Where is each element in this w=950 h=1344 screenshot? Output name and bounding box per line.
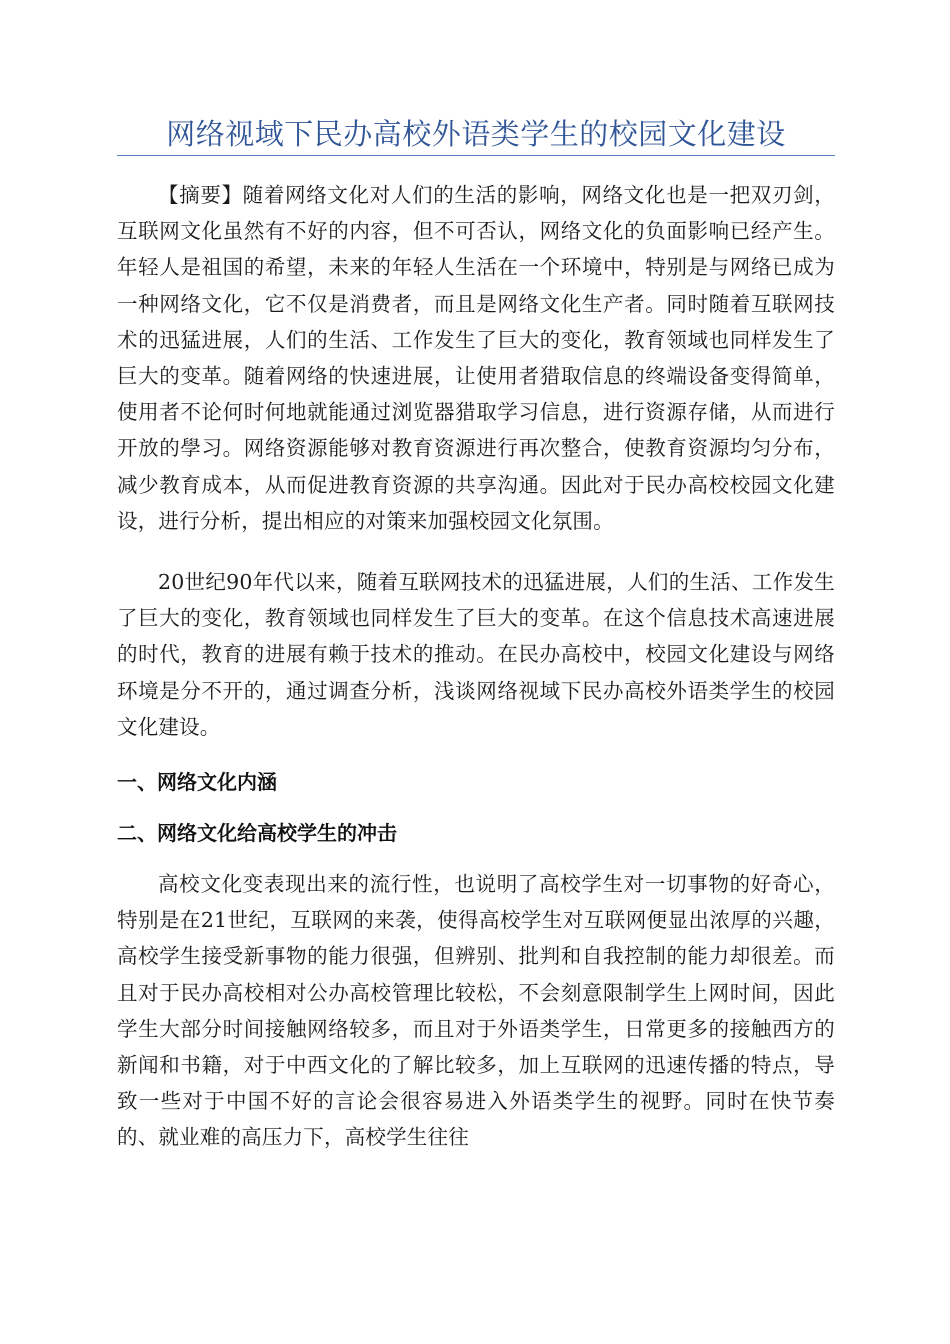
title-underline — [117, 155, 835, 156]
section-heading-1: 一、网络文化内涵 — [117, 770, 277, 795]
section-heading-2: 二、网络文化给高校学生的冲击 — [117, 821, 397, 846]
intro-paragraph: 20世纪90年代以来，随着互联网技术的迅猛进展，人们的生活、工作发生了巨大的变化，教育领域也同样发生了巨大的变革。在这个信息技术高速进展的时代，教育的进展有赖于技术的推动。在民办高校中，校园文化建设与网络环境是分不开的，通过调查分析，浅谈网络视域下民办高校外语类学生的校园文化建设。 — [117, 570, 835, 739]
abstract-paragraph: 【摘要】随着网络文化对人们的生活的影响，网络文化也是一把双刃剑，互联网文化虽然有不好的内容，但不可否认，网络文化的负面影响已经产生。年轻人是祖国的希望，未来的年轻人生活在一个环境中，特别是与网络已成为一种网络文化，它不仅是消费者，而且是网络文化生产者。同时随着互联网技术的迅猛进展，人们的生活、工作发生了巨大的变化，教育领域也同样发生了巨大的变革。随着网络的快速进展，让使用者猎取信息的终端设备变得简单，使用者不论何时何地就能通过浏览器猎取学习信息，进行资源存储，从而进行开放的學习。网络资源能够对教育资源进行再次整合，使教育资源均匀分布，减少教育成本，从而促进教育资源的共享沟通。因此对于民办高校校园文化建设，进行分析，提出相应的对策来加强校园文化氛围。 — [117, 183, 835, 533]
document-title: 网络视域下民办高校外语类学生的校园文化建设 — [166, 117, 786, 151]
document-body — [117, 177, 835, 1156]
section-2-paragraph: 高校文化变表现出来的流行性，也说明了高校学生对一切事物的好奇心，特别是在21世纪，互联网的来袭，使得高校学生对互联网便显出浓厚的兴趣，高校学生接受新事物的能力很强，但辨别、批判和自我控制的能力却很差。而且对于民办高校相对公办高校管理比较松，不会刻意限制学生上网时间，因此学生大部分时间接触网络较多，而且对于外语类学生，日常更多的接触西方的新闻和书籍，对于中西文化的了解比较多，加上互联网的迅速传播的特点，导致一些对于中国不好的言论会很容易进入外语类学生的视野。同时在快节奏的、就业难的高压力下，高校学生往往 — [117, 872, 835, 1150]
